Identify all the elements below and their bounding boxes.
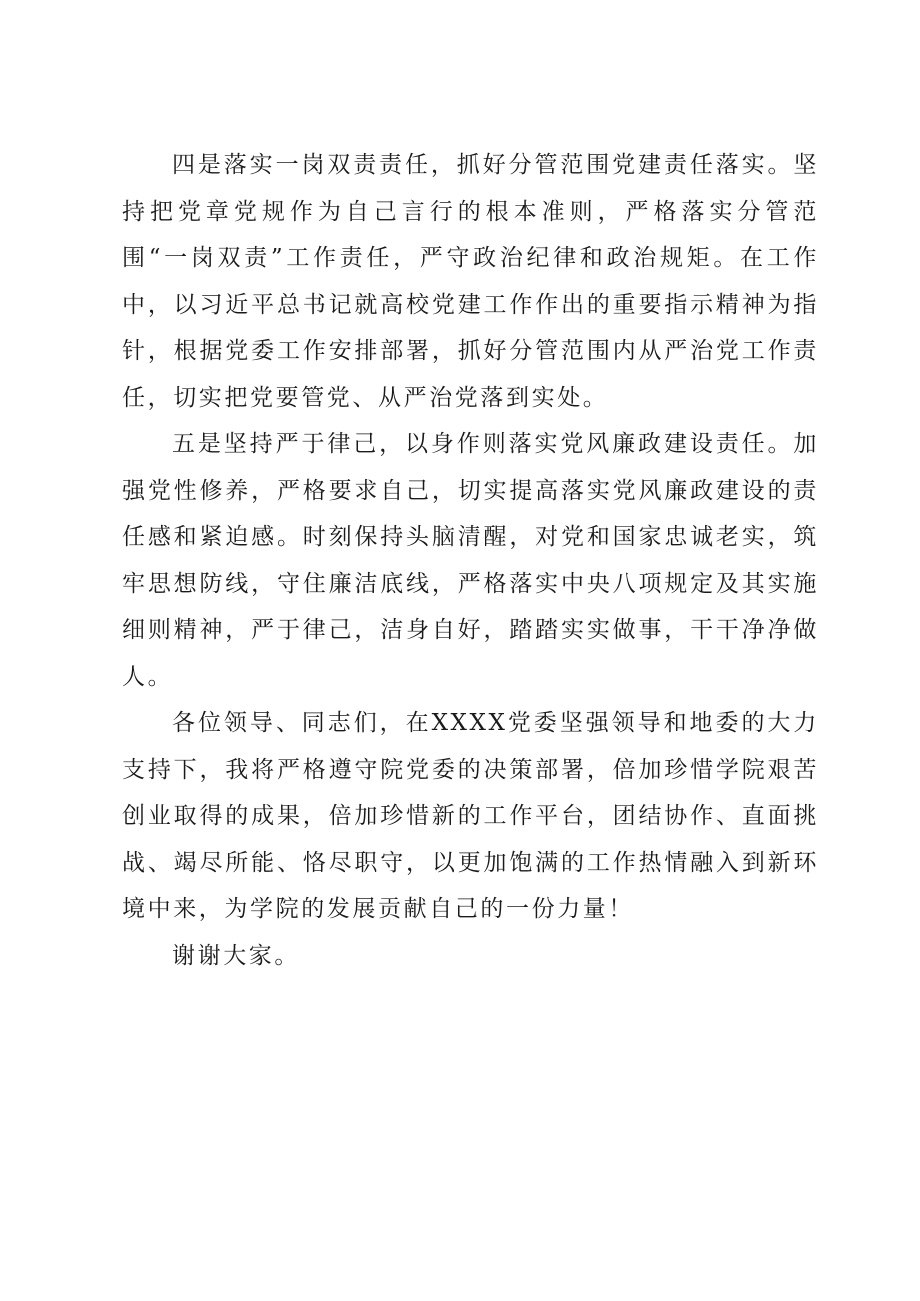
- paragraph-commitment: 各位领导、同志们，在XXXX党委坚强领导和地委的大力支持下，我将严格遵守院党委的决策部署，倍加珍惜学院艰苦创业取得的成果，倍加珍惜新的工作平台，团结协作、直面挑战、竭尽所能、恪尽职守，以更加饱满的工作热情融入到新环境中来，为学院的发展贡献自己的一份力量！: [122, 710, 819, 922]
- paragraph-thanks: 谢谢大家。: [172, 942, 300, 969]
- document-body: [122, 142, 819, 979]
- paragraph-self-discipline: 五是坚持严于律己，以身作则落实党风廉政建设责任。加强党性修养，严格要求自己，切实提高落实党风廉政建设的责任感和紧迫感。时刻保持头脑清醒，对党和国家忠诚老实，筑牢思想防线，守住廉洁底线，严格落实中央八项规定及其实施细则精神，严于律己，洁身自好，踏踏实实做事，干干净净做人。: [122, 431, 819, 690]
- paragraph-responsibility: 四是落实一岗双责责任，抓好分管范围党建责任落实。坚持把党章党规作为自己言行的根本准则，严格落实分管范围“一岗双责”工作责任，严守政治纪律和政治规矩。在工作中，以习近平总书记就高校党建工作作出的重要指示精神为指针，根据党委工作安排部署，抓好分管范围内从严治党工作责任，切实把党要管党、从严治党落到实处。: [122, 152, 819, 411]
